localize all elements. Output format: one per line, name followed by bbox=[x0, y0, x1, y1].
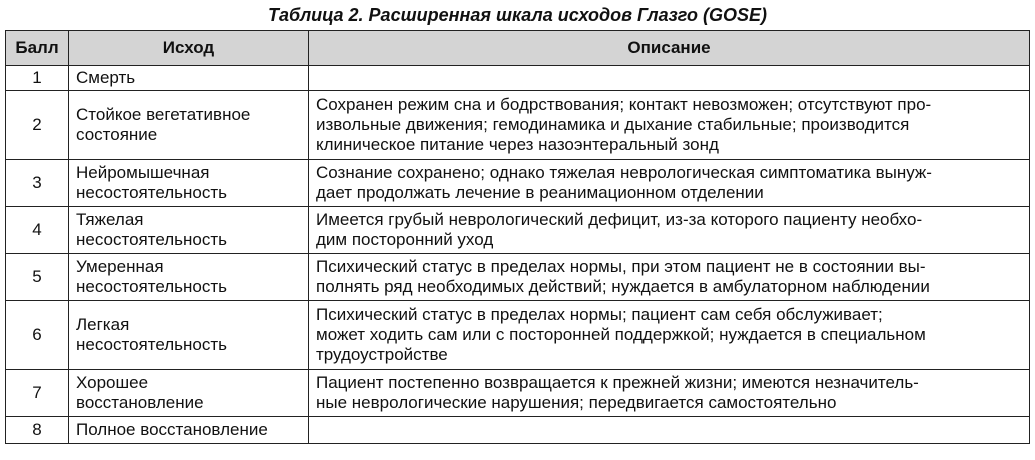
outcome-line: Легкая bbox=[76, 315, 130, 334]
table-row bbox=[6, 66, 1030, 91]
outcome-cell bbox=[69, 160, 309, 207]
table-caption: Таблица 2. Расширенная шкала исходов Глазго (GOSE) bbox=[268, 5, 767, 25]
table-row bbox=[6, 301, 1030, 370]
description-cell bbox=[309, 160, 1030, 207]
description-line: полнять ряд необходимых действий; нуждается в амбулаторном наблюдении bbox=[316, 277, 930, 296]
score-cell: 3 bbox=[6, 160, 69, 207]
table-row bbox=[6, 91, 1030, 160]
header-score: Балл bbox=[6, 31, 69, 66]
description-line: может ходить сам или с посторонней поддержкой; нуждается в специальном bbox=[316, 325, 926, 344]
description-line: Имеется грубый неврологический дефицит, из-за которого пациенту необхо- bbox=[316, 210, 923, 229]
outcome-line: Тяжелая bbox=[76, 210, 144, 229]
score-cell: 7 bbox=[6, 370, 69, 417]
outcome-line: Смерть bbox=[76, 68, 136, 87]
table-row bbox=[6, 207, 1030, 254]
header-description: Описание bbox=[309, 31, 1030, 66]
outcome-line: Нейромышечная bbox=[76, 163, 210, 182]
score-cell: 1 bbox=[6, 66, 69, 91]
table-row bbox=[6, 370, 1030, 417]
score-cell: 2 bbox=[6, 91, 69, 160]
score-cell: 6 bbox=[6, 301, 69, 370]
table-header bbox=[6, 31, 1030, 66]
table-body bbox=[6, 66, 1030, 444]
outcome-cell bbox=[69, 417, 309, 444]
score-cell: 8 bbox=[6, 417, 69, 444]
description-line: клиническое питание через назоэнтеральный зонд bbox=[316, 135, 719, 154]
table-row bbox=[6, 160, 1030, 207]
description-line: Пациент постепенно возвращается к прежней жизни; имеются незначитель- bbox=[316, 373, 919, 392]
description-line: Психический статус в пределах нормы; пациент сам себя обслуживает; bbox=[316, 305, 883, 324]
description-cell bbox=[309, 254, 1030, 301]
description-line: трудоустройстве bbox=[316, 345, 448, 364]
description-line: дает продолжать лечение в реанимационном отделении bbox=[316, 183, 764, 202]
score-cell: 5 bbox=[6, 254, 69, 301]
description-cell bbox=[309, 66, 1030, 91]
outcome-line: несостоятельность bbox=[76, 183, 227, 202]
outcome-line: Стойкое вегетативное bbox=[76, 105, 251, 124]
gose-table bbox=[5, 30, 1030, 444]
description-cell bbox=[309, 301, 1030, 370]
outcome-line: несостоятельность bbox=[76, 335, 227, 354]
outcome-cell bbox=[69, 370, 309, 417]
description-cell bbox=[309, 91, 1030, 160]
outcome-cell bbox=[69, 66, 309, 91]
description-cell bbox=[309, 207, 1030, 254]
description-line: Сознание сохранено; однако тяжелая неврологическая симптоматика вынуж- bbox=[316, 163, 932, 182]
description-line: извольные движения; гемодинамика и дыхание стабильные; производится bbox=[316, 115, 910, 134]
score-cell: 4 bbox=[6, 207, 69, 254]
outcome-line: несостоятельность bbox=[76, 230, 227, 249]
outcome-cell bbox=[69, 301, 309, 370]
outcome-cell bbox=[69, 254, 309, 301]
table-row bbox=[6, 417, 1030, 444]
outcome-line: состояние bbox=[76, 125, 158, 144]
description-line: Сохранен режим сна и бодрствования; контакт невозможен; отсутствуют про- bbox=[316, 95, 932, 114]
outcome-line: Хорошее bbox=[76, 373, 149, 392]
outcome-line: Полное восстановление bbox=[76, 420, 268, 439]
header-outcome: Исход bbox=[69, 31, 309, 66]
header-row bbox=[6, 31, 1030, 66]
outcome-cell bbox=[69, 207, 309, 254]
outcome-line: восстановление bbox=[76, 393, 204, 412]
outcome-cell bbox=[69, 91, 309, 160]
description-line: Психический статус в пределах нормы, при этом пациент не в состоянии вы- bbox=[316, 257, 926, 276]
outcome-line: Умеренная bbox=[76, 257, 164, 276]
description-line: ные неврологические нарушения; передвигается самостоятельно bbox=[316, 393, 837, 412]
table-row bbox=[6, 254, 1030, 301]
description-cell bbox=[309, 417, 1030, 444]
description-line: дим посторонний уход bbox=[316, 230, 494, 249]
outcome-line: несостоятельность bbox=[76, 277, 227, 296]
description-cell bbox=[309, 370, 1030, 417]
